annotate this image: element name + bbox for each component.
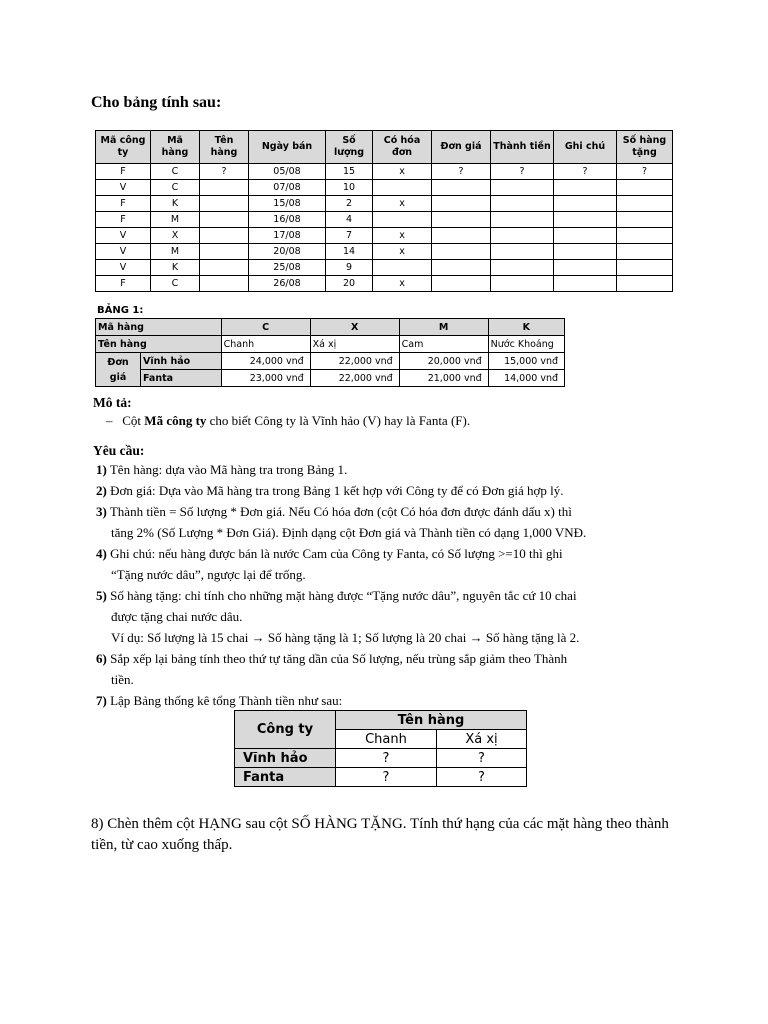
table-cell: M: [151, 244, 200, 260]
table-cell: [373, 180, 432, 196]
ma-hang-label: Mã hàng: [96, 319, 222, 336]
ten-hang-label: Tên hàng: [336, 711, 527, 730]
requirement-line: [111, 672, 134, 688]
header-cell: Tên hàng: [200, 131, 249, 164]
table-cell: x: [373, 164, 432, 180]
code-cell: K: [488, 319, 564, 336]
table-row: [96, 260, 673, 276]
requirement-number: 4): [96, 546, 107, 561]
price-cell: 15,000 vnđ: [488, 353, 564, 370]
name-cell: Cam: [399, 336, 488, 353]
requirement-number: 5): [96, 588, 107, 603]
ten-hang-label: Tên hàng: [96, 336, 222, 353]
requirement-text: Sắp xếp lại bảng tính theo thứ tự tăng dần của Số lượng, nếu trùng sắp giảm theo Thành: [110, 651, 568, 666]
stats-cell: ?: [336, 768, 437, 787]
name-cell: Chanh: [221, 336, 310, 353]
requirement-text: tiền.: [111, 672, 134, 687]
table-row: [96, 180, 673, 196]
name-cell: Nước Khoáng: [488, 336, 564, 353]
table-cell: ?: [617, 164, 673, 180]
requirement-text: Đơn giá: Dựa vào Mã hàng tra trong Bảng 1 kết hợp với Công ty để có Đơn giá hợp lý.: [110, 483, 564, 498]
table-cell: [432, 244, 491, 260]
requirement-number: 7): [96, 693, 107, 708]
mo-ta-title: Mô tả:: [93, 395, 132, 410]
mo-ta-line: [106, 413, 470, 429]
table-cell: K: [151, 260, 200, 276]
vinh-hao-label: Vĩnh hảo: [141, 353, 222, 370]
mo-ta-bold: Mã công ty: [144, 413, 207, 428]
table-cell: 16/08: [249, 212, 326, 228]
stats-row: [235, 749, 527, 768]
table-cell: 4: [326, 212, 373, 228]
table-row: [96, 164, 673, 180]
requirement-text: Ví dụ: Số lượng là 15 chai → Số hàng tặng là 1; Số lượng là 20 chai → Số hàng tặng là 2.: [111, 630, 580, 645]
table-cell: [617, 244, 673, 260]
table-cell: C: [151, 164, 200, 180]
table-cell: 05/08: [249, 164, 326, 180]
requirement-text: Lập Bảng thống kê tổng Thành tiền như sau:: [110, 693, 343, 708]
bullet: –: [106, 413, 113, 428]
table-cell: [432, 180, 491, 196]
table-cell: [432, 260, 491, 276]
table-row: [96, 228, 673, 244]
requirement-line: [96, 693, 342, 709]
table-cell: [554, 244, 617, 260]
header-cell: Có hóa đơn: [373, 131, 432, 164]
header-cell: Số lượng: [326, 131, 373, 164]
table-cell: F: [96, 196, 151, 212]
table-cell: [617, 212, 673, 228]
price-cell: 20,000 vnđ: [399, 353, 488, 370]
bang1-table: [95, 318, 565, 387]
header-cell: Thành tiền: [491, 131, 554, 164]
header-cell: Mã công ty: [96, 131, 151, 164]
table-cell: F: [96, 276, 151, 292]
table-cell: x: [373, 276, 432, 292]
table-cell: x: [373, 244, 432, 260]
table-row: [96, 196, 673, 212]
table-cell: [491, 260, 554, 276]
table-cell: [432, 212, 491, 228]
table-cell: 26/08: [249, 276, 326, 292]
bang1-codes-row: [96, 319, 565, 336]
table-cell: C: [151, 180, 200, 196]
table-cell: [491, 244, 554, 260]
col-header: Xá xị: [437, 730, 527, 749]
table-cell: [200, 276, 249, 292]
table-cell: V: [96, 228, 151, 244]
requirement-number: 3): [96, 504, 107, 519]
requirement-text: Số hàng tặng: chỉ tính cho những mặt hàng được “Tặng nước dâu”, nguyên tắc cứ 10 chai: [110, 588, 577, 603]
yeu-cau-title: Yêu cầu:: [93, 443, 145, 458]
price-cell: 22,000 vnđ: [310, 370, 399, 387]
table-cell: [432, 196, 491, 212]
table-cell: [617, 196, 673, 212]
table-cell: [491, 276, 554, 292]
table-cell: [491, 212, 554, 228]
header-cell: Đơn giá: [432, 131, 491, 164]
col-header: Chanh: [336, 730, 437, 749]
code-cell: C: [221, 319, 310, 336]
requirement-line: [96, 483, 563, 499]
table-cell: X: [151, 228, 200, 244]
bang1-fanta-row: [96, 370, 565, 387]
fanta-label: Fanta: [141, 370, 222, 387]
table-cell: ?: [432, 164, 491, 180]
requirement-number: 6): [96, 651, 107, 666]
table-cell: [373, 212, 432, 228]
requirement-line: [111, 525, 586, 541]
cong-ty-label: Công ty: [235, 711, 336, 749]
table-cell: ?: [200, 164, 249, 180]
table-cell: [491, 180, 554, 196]
table-row: [96, 276, 673, 292]
table-cell: [432, 228, 491, 244]
requirement-line: [96, 651, 567, 667]
table-cell: [554, 196, 617, 212]
header-cell: Ghi chú: [554, 131, 617, 164]
code-cell: M: [399, 319, 488, 336]
table-cell: [200, 212, 249, 228]
item-8-text: 8) Chèn thêm cột HẠNG sau cột SỐ HÀNG TẶNG. Tính thứ hạng của các mặt hàng theo thành tiền, từ cao xuống thấp.: [91, 816, 669, 853]
price-cell: 14,000 vnđ: [488, 370, 564, 387]
table-cell: 7: [326, 228, 373, 244]
don-gia-label: Đơn giá: [96, 353, 141, 387]
table-cell: K: [151, 196, 200, 212]
table-cell: [373, 260, 432, 276]
table-cell: x: [373, 196, 432, 212]
requirement-line: [111, 609, 242, 625]
requirement-text: được tặng chai nước dâu.: [111, 609, 243, 624]
requirement-line: [111, 567, 306, 583]
stats-row: [235, 768, 527, 787]
requirement-text: Tên hàng: dựa vào Mã hàng tra trong Bảng 1.: [109, 462, 348, 477]
requirement-line: [96, 504, 572, 520]
name-cell: Xá xị: [310, 336, 399, 353]
bang1-names-row: [96, 336, 565, 353]
sales-table-header-row: [96, 131, 673, 164]
table-cell: ?: [491, 164, 554, 180]
table-cell: 9: [326, 260, 373, 276]
table-cell: ?: [554, 164, 617, 180]
table-cell: [554, 260, 617, 276]
price-cell: 21,000 vnđ: [399, 370, 488, 387]
table-cell: [491, 228, 554, 244]
table-cell: [491, 196, 554, 212]
requirement-line: [96, 546, 563, 562]
table-cell: [554, 180, 617, 196]
table-cell: C: [151, 276, 200, 292]
header-cell: Số hàng tặng: [617, 131, 673, 164]
stats-table: [234, 710, 527, 787]
price-cell: 23,000 vnđ: [221, 370, 310, 387]
table-cell: M: [151, 212, 200, 228]
requirement-line: [111, 630, 579, 646]
table-cell: [617, 180, 673, 196]
requirement-number: 1): [96, 462, 107, 477]
row-label: Fanta: [235, 768, 336, 787]
table-cell: [554, 276, 617, 292]
table-cell: 20: [326, 276, 373, 292]
table-cell: V: [96, 260, 151, 276]
row-label: Vĩnh hảo: [235, 749, 336, 768]
table-cell: x: [373, 228, 432, 244]
code-cell: X: [310, 319, 399, 336]
requirement-number: 2): [96, 483, 107, 498]
table-cell: [617, 260, 673, 276]
requirement-text: “Tặng nước dâu”, ngược lại để trống.: [111, 567, 306, 582]
table-cell: 15/08: [249, 196, 326, 212]
stats-header-row: [235, 711, 527, 730]
bang1-vinhhao-row: [96, 353, 565, 370]
table-row: [96, 244, 673, 260]
table-cell: 14: [326, 244, 373, 260]
header-cell: Mã hàng: [151, 131, 200, 164]
table-cell: V: [96, 244, 151, 260]
requirement-text: Thành tiền = Số lượng * Đơn giá. Nếu Có hóa đơn (cột Có hóa đơn được đánh dấu x) thì: [109, 504, 572, 519]
table-cell: 25/08: [249, 260, 326, 276]
header-cell: Ngày bán: [249, 131, 326, 164]
mo-ta-prefix: Cột: [122, 413, 145, 428]
requirement-line: [96, 462, 347, 478]
price-cell: 22,000 vnđ: [310, 353, 399, 370]
sales-table: [95, 130, 673, 292]
table-cell: [200, 260, 249, 276]
table-cell: 2: [326, 196, 373, 212]
table-cell: [617, 276, 673, 292]
table-cell: 10: [326, 180, 373, 196]
table-cell: 20/08: [249, 244, 326, 260]
stats-cell: ?: [336, 749, 437, 768]
page-heading: Cho bảng tính sau:: [91, 94, 222, 111]
stats-cell: ?: [437, 768, 527, 787]
bang1-title: BẢNG 1:: [97, 305, 144, 316]
table-cell: [200, 196, 249, 212]
table-cell: F: [96, 212, 151, 228]
table-cell: 17/08: [249, 228, 326, 244]
table-cell: 07/08: [249, 180, 326, 196]
requirement-line: [96, 588, 577, 604]
table-cell: [554, 212, 617, 228]
table-cell: [432, 276, 491, 292]
stats-cell: ?: [437, 749, 527, 768]
requirement-text: tăng 2% (Số Lượng * Đơn Giá). Định dạng cột Đơn giá và Thành tiền có dạng 1,000 VNĐ.: [111, 525, 587, 540]
table-cell: [200, 228, 249, 244]
table-cell: F: [96, 164, 151, 180]
table-cell: 15: [326, 164, 373, 180]
table-row: [96, 212, 673, 228]
table-cell: [200, 180, 249, 196]
table-cell: V: [96, 180, 151, 196]
price-cell: 24,000 vnđ: [221, 353, 310, 370]
table-cell: [617, 228, 673, 244]
mo-ta-suffix: cho biết Công ty là Vĩnh hảo (V) hay là Fanta (F).: [206, 413, 471, 428]
requirement-text: Ghi chú: nếu hàng được bán là nước Cam của Công ty Fanta, có Số lượng >=10 thì ghi: [110, 546, 563, 561]
table-cell: [200, 244, 249, 260]
table-cell: [554, 228, 617, 244]
